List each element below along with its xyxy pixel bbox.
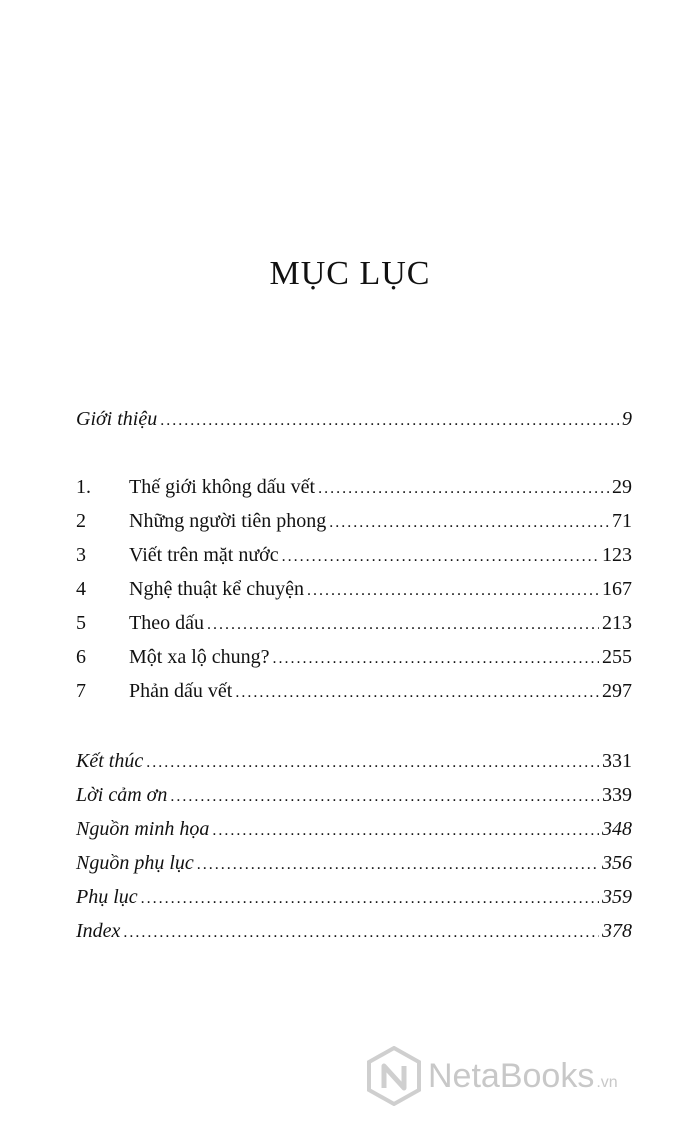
toc-leader-dots [146, 754, 599, 772]
toc-entry-label: Kết thúc [76, 750, 144, 772]
toc-entry [76, 646, 632, 680]
toc-leader-dots [123, 924, 599, 942]
toc-leader-dots [170, 788, 599, 806]
toc-entry-label: Viết trên mặt nước [129, 544, 279, 566]
toc-entry-label: Nguồn minh họa [76, 818, 210, 840]
toc-entry [76, 852, 632, 886]
toc-entry-label: Phụ lục [76, 886, 138, 908]
toc-entry-label: Những người tiên phong [129, 510, 327, 532]
watermark-brand: NetaBooks [428, 1056, 595, 1095]
toc-entry-page: 378 [602, 920, 632, 942]
toc-entry [76, 886, 632, 920]
toc-back-matter [76, 750, 632, 954]
page-title: MỤC LỤC [269, 255, 431, 292]
toc-entry-number: 7 [76, 680, 86, 702]
toc-chapters [76, 476, 632, 714]
toc-entry [76, 920, 632, 954]
toc-entry-label: Theo dấu [129, 612, 204, 634]
toc-leader-dots [307, 582, 599, 600]
toc-entry [76, 818, 632, 852]
toc-entry-label: Thế giới không dấu vết [129, 476, 316, 498]
watermark [366, 1046, 618, 1106]
toc-entry-number: 2 [76, 510, 86, 532]
toc-entry-label: Nguồn phụ lục [76, 852, 194, 874]
toc-entry [76, 544, 632, 578]
toc-entry-page: 356 [602, 852, 632, 874]
toc-leader-dots [318, 480, 609, 498]
toc-entry-label: Nghệ thuật kể chuyện [129, 578, 304, 600]
watermark-suffix: .vn [596, 1074, 618, 1091]
toc-entry-label: Lời cảm ơn [76, 784, 168, 806]
toc-entry-number: 4 [76, 578, 86, 600]
toc-entry [76, 476, 632, 510]
toc-leader-dots [197, 856, 599, 874]
toc-leader-dots [235, 684, 599, 702]
toc-entry-page: 213 [602, 612, 632, 634]
toc-entry-page: 331 [602, 750, 632, 772]
toc-leader-dots [207, 616, 599, 634]
toc-entry-page: 71 [612, 510, 632, 532]
toc-entry-page: 359 [602, 886, 632, 908]
toc-entry-label: Một xa lộ chung? [129, 646, 270, 668]
toc-intro [76, 408, 632, 442]
toc-entry-page: 255 [602, 646, 632, 668]
toc-leader-dots [212, 822, 599, 840]
toc-leader-dots [273, 650, 599, 668]
toc-entry-page: 123 [602, 544, 632, 566]
toc-entry-page: 9 [622, 408, 632, 430]
toc-leader-dots [329, 514, 609, 532]
toc-entry-number: 3 [76, 544, 86, 566]
toc-entry-page: 29 [612, 476, 632, 498]
toc-entry-number: 5 [76, 612, 86, 634]
toc-entry-page: 339 [602, 784, 632, 806]
toc-entry-page: 167 [602, 578, 632, 600]
toc-entry-number: 1. [76, 476, 91, 498]
toc-entry-page: 348 [602, 818, 632, 840]
toc-leader-dots [282, 548, 599, 566]
toc-entry-label: Index [76, 920, 121, 942]
toc-entry-page: 297 [602, 680, 632, 702]
toc-entry [76, 408, 632, 442]
toc-entry [76, 612, 632, 646]
netabooks-logo-icon [366, 1046, 422, 1106]
toc-entry [76, 578, 632, 612]
toc-leader-dots [141, 890, 599, 908]
toc-entry [76, 510, 632, 544]
toc-entry [76, 680, 632, 714]
toc-entry-label: Phản dấu vết [129, 680, 233, 702]
toc-entry [76, 750, 632, 784]
toc-entry [76, 784, 632, 818]
toc-entry-number: 6 [76, 646, 86, 668]
toc-leader-dots [160, 412, 619, 430]
toc-entry-label: Giới thiệu [76, 408, 158, 430]
